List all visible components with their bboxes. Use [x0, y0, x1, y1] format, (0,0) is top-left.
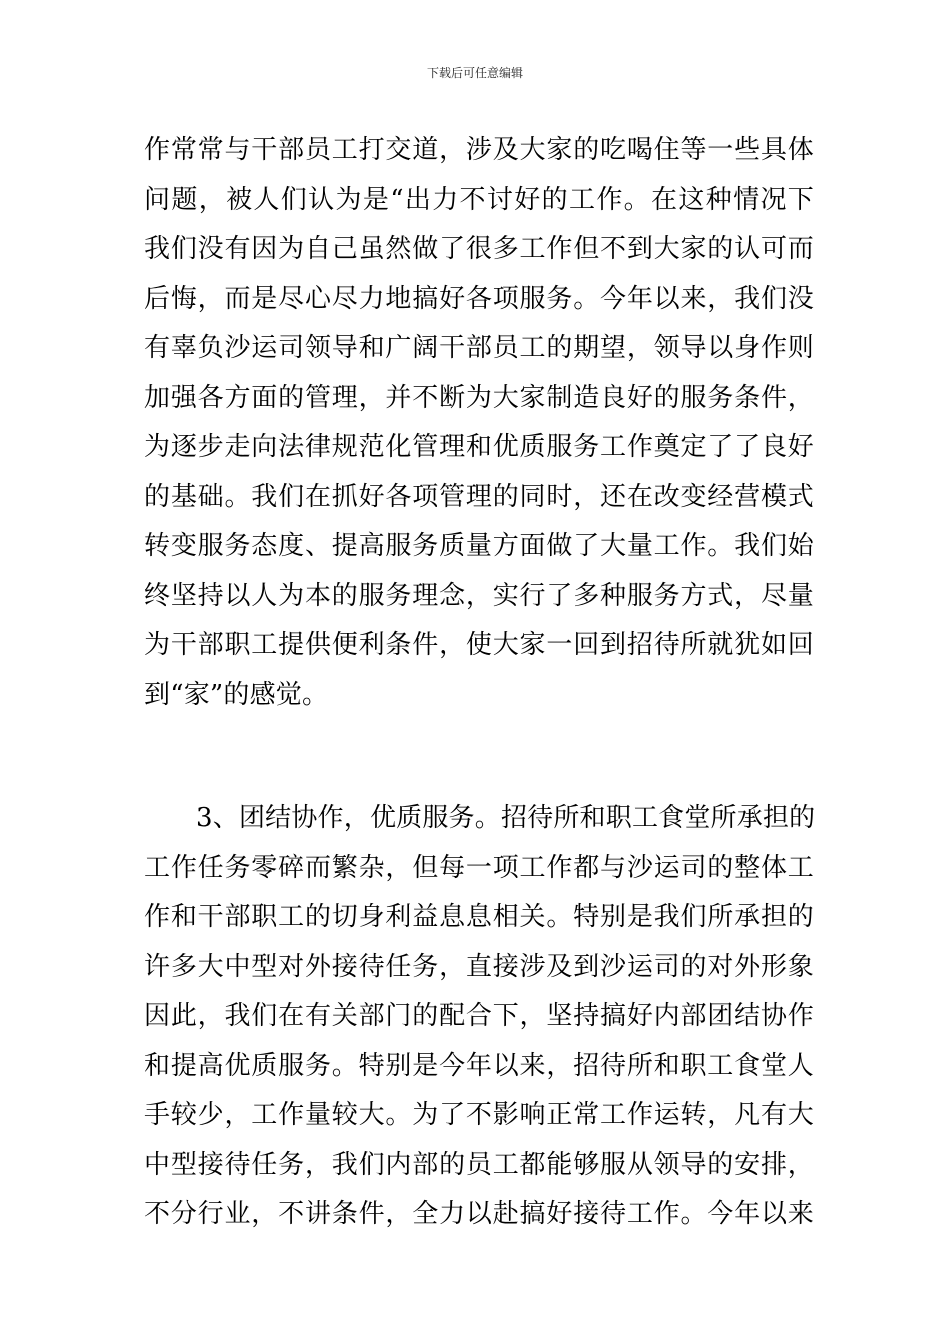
- text-line: 我们没有因为自己虽然做了很多工作但不到大家的认可而: [144, 234, 814, 264]
- text-line: 问题，被人们认为是“出力不讨好的工作。在这种情况下: [144, 184, 814, 215]
- text-line: 后悔，而是尽心尽力地搞好各项服务。今年以来，我们没: [144, 283, 814, 314]
- text-line: 不分行业，不讲条件，全力以赴搞好接待工作。今年以来: [144, 1199, 814, 1229]
- page-header: 下载后可任意编辑: [426, 66, 523, 80]
- text-line: 3、团结协作，优质服务。招待所和职工食堂所承担的: [196, 803, 816, 833]
- paragraph-gap: [144, 720, 814, 794]
- text-line: 到“家”的感觉。: [144, 679, 329, 710]
- text-line: 为干部职工提供便利条件，使大家一回到招待所就犹如回: [144, 630, 814, 660]
- text-line: 中型接待任务，我们内部的员工都能够服从领导的安排，: [144, 1149, 814, 1180]
- text-line: 有辜负沙运司领导和广阔干部员工的期望，领导以身作则: [144, 333, 814, 363]
- text-line: 工作任务零碎而繁杂，但每一项工作都与沙运司的整体工: [144, 852, 814, 883]
- text-line: 为逐步走向法律规范化管理和优质服务工作奠定了了良好: [144, 432, 814, 462]
- text-line: 转变服务态度、提高服务质量方面做了大量工作。我们始: [144, 531, 814, 561]
- text-line: 手较少，工作量较大。为了不影响正常工作运转，凡有大: [144, 1100, 814, 1130]
- text-line: 许多大中型对外接待任务，直接涉及到沙运司的对外形象: [144, 951, 814, 982]
- text-line: 的基础。我们在抓好各项管理的同时，还在改变经营模式: [144, 481, 814, 512]
- text-line: 因此，我们在有关部门的配合下，坚持搞好内部团结协作: [144, 1001, 814, 1031]
- text-line: 加强各方面的管理，并不断为大家制造良好的服务条件，: [144, 382, 814, 413]
- text-line: 终坚持以人为本的服务理念，实行了多种服务方式，尽量: [144, 580, 814, 611]
- text-line: 和提高优质服务。特别是今年以来，招待所和职工食堂人: [144, 1050, 814, 1081]
- body-text: [144, 126, 814, 1240]
- text-line: 作常常与干部员工打交道，涉及大家的吃喝住等一些具体: [144, 135, 814, 165]
- text-line: 作和干部职工的切身利益息息相关。特别是我们所承担的: [144, 902, 814, 932]
